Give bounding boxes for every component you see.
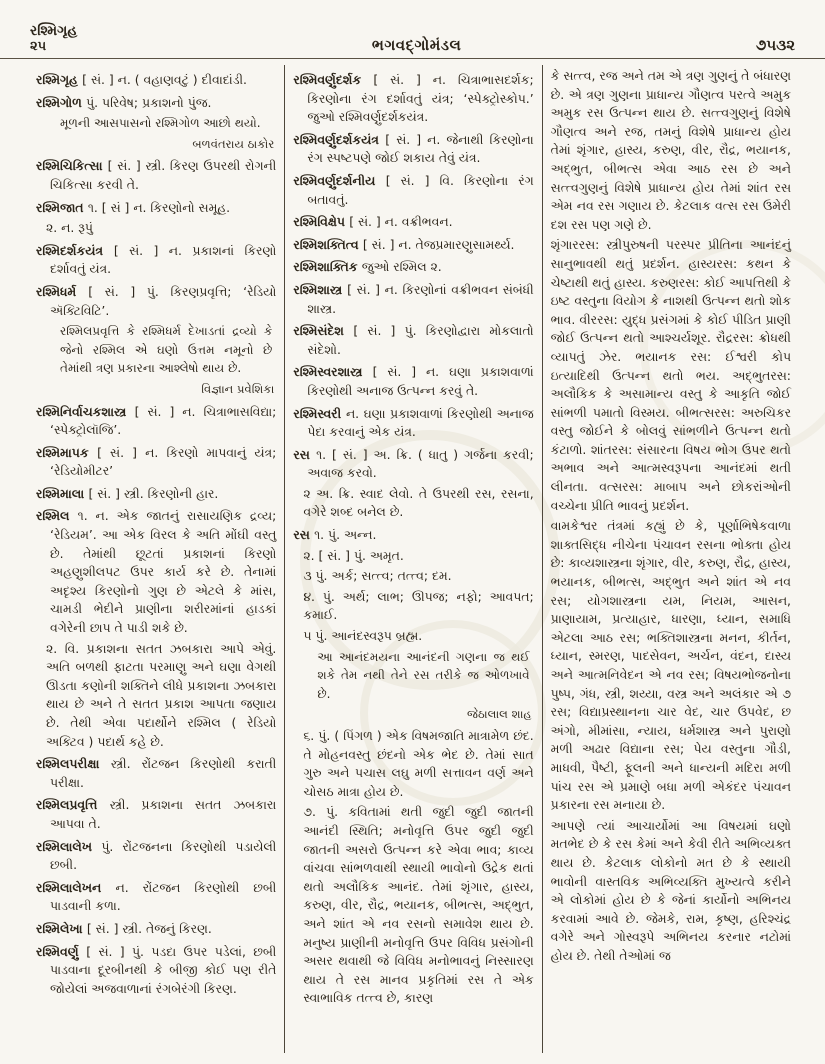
headword: રશ્મિલપરીક્ષા bbox=[36, 756, 111, 772]
headword: રશ્મિમાલા bbox=[36, 485, 89, 501]
dict-entry: રશ્મિશાસ્ત્ર [ સં. ] ન. કિરણોનાં વક્રીભવન સંબંધી શાસ્ત્ર. bbox=[293, 281, 534, 316]
headword: રશ્મિમાપક bbox=[36, 444, 98, 460]
continued-paragraph: આપણે ત્યાં આચાર્યોમાં આ વિષયમાં ઘણો મતભેદ છે કે રસ કેમાં અને કેવી રીતે અભિવ્યક્ત થાય છે. કેટલાક લોકોનો મત છે કે સ્થાયી ભાવોની વાસ્તવિક અભિવ્યક્તિ મુખ્યત્વે કરીને એ લોકોમાં હોય છે કે જેનાં કાર્યોનો અભિનય કરવામાં આવે છે. જેમકે, રામ, કૃષ્ણ, હરિશ્ચંદ્ર વગેરે અને ગોસ્વરૂપે અભિનય કરનાર નટોમાં હોય છે. તેથી તેઓમાં જ bbox=[550, 817, 791, 963]
headword: રશ્મિચિકિત્સા bbox=[36, 158, 108, 174]
dict-entry: રસ ૧. પું. અન્ન. bbox=[293, 527, 377, 543]
headword: રશ્મિવર્ણુદર્શનીય bbox=[293, 172, 386, 188]
continued-paragraph: શૃંગારરસ: સ્ત્રીપુરુષની પરસ્પર પ્રીતિના આનંદનું સાનુભાવથી થતું પ્રદર્શન. હાસ્યરસ: કથન કે ચેષ્ટાથી થતું હાસ્ય. કરુણરસ: કોઈ આપત્તિથી કે ઇષ્ટ વસ્તુના વિયોગ કે નાશથી ઉત્પન્ન થતો શોક ભાવ. વીરરસ: યુદ્ધ પ્રસંગમાં કે કોઈ પીડિત પ્રાણી જોઈ ઉત્પન્ન થતો આશ્ચર્યશૂર. રૌદ્રરસ: ક્રોધથી વ્યાપતું ઝેર. ભયાનક રસ: ઈશ્વરી કોપ ઇત્યાદિથી ઉત્પન્ન થતો ભય. અદ્ભુતરસ: અલૌકિક કે અસામાન્ય વસ્તુ કે આકૃતિ જોઈ સાંભળી પમાતો વિસ્મય. બીભત્સરસ: અરુચિકર વસ્તુ જોઈને કે બોલવું સાંભળીને ઉત્પન્ન થતો કંટાળો. શાંતરસ: સંસારના વિષય ભોગ ઉપર થતો અભાવ અને આત્મસ્વરૂપના આનંદમાં થતી લીનતા. વત્સરસ: માબાપ અને છોકરાંઓની વચ્ચેના પ્રીતિ ભાવનું પ્રદર્શન. bbox=[550, 237, 791, 513]
dict-entry: રશ્મિગૃહ [ સં. ] ન. ( વહાણવટું ) દીવાદાંડી. bbox=[36, 72, 247, 87]
dict-entry: રસ ૧. [ સં. ] અ. ક્રિ. ( ધાતુ ) ગર્જના કરવી; અવાજ કરવો. bbox=[293, 446, 534, 481]
dict-entry: રશ્મિશક્તિત્વ [ સં. ] ન. તેજપ્રમારણુસામર્થ્ય. bbox=[293, 236, 515, 252]
headword: રસ bbox=[293, 446, 317, 462]
headword: રશ્મિલાલેખ bbox=[36, 838, 102, 854]
dict-entry: રશ્મિદર્શકયંત્ર [ સં. ] ન. પ્રકાશનાં કિરણો દર્શાવતું યંત્ર. bbox=[36, 242, 277, 277]
dict-entry: રશ્મિગોળ પું. પરિવેષ; પ્રકાશનો પુંજ. bbox=[36, 94, 212, 110]
dict-entry: રશ્મિલપરીક્ષા સ્ત્રી. રોંટજન કિરણોથી કરાતી પરીક્ષા. bbox=[36, 756, 277, 790]
dict-entry: રશ્મિવર્ણુદર્શકયંત્ર [ સં. ] ન. જેનાથી કિરણોના રંગ સ્પષ્ટપણે જોઈ શકાય તેવું યંત્ર. bbox=[293, 131, 534, 166]
dict-entry: રશ્મિનિર્વાચકશાસ્ત્ર [ સં. ] ન. ચિત્રાભાસવિદ્યા; ‘સ્પેક્ટ્રોલૉજિ’. bbox=[36, 403, 277, 438]
continued-paragraph: કે સત્ત્વ, રજ અને તમ એ ત્રણ ગુણનું તે બંધારણ છે. એ ત્રણ ગુણના પ્રાધાન્ય ગૌણત્વ પરત્વે અમુક અમુક રસ ઉત્પન્ન થાય છે. સત્ત્વગુણનું વિશેષે ગૌણત્વ અને રજ, તમનું વિશેષે પ્રાધાન્ય હોય તેમાં શૃંગાર, હાસ્ય, કરુણ, વીર, રૌદ્ર, ભયાનક, અદ્ભુત, બીભત્સ એવા આઠ રસ છે અને સત્ત્વગુણનું વિશેષે પ્રાધાન્ય હોય તેમાં શાંત રસ એમ નવ રસ ગણાય છે. કેટલાક વત્સ રસ ઉમેરી દશ રસ પણ ગણે છે. bbox=[550, 68, 791, 232]
dict-entry: રશ્મિજાત ૧. [ સં ] ન. કિરણોનો સમૂહ. bbox=[36, 199, 231, 215]
dict-entry: રશ્મિશાક્તિક જુઓ રશ્મિલ ૨. bbox=[293, 259, 442, 275]
dict-entry: રશ્મિલેખા [ સં. ] સ્ત્રી. તેજનું કિરણ. bbox=[36, 920, 212, 936]
dict-entry: રશ્મિચિકિત્સા [ સં. ] સ્ત્રી. કિરણ ઉપરથી રોગની ચિકિત્સા કરવી તે. bbox=[36, 158, 277, 192]
headword: રશ્મિવર્ણુદર્શક bbox=[293, 72, 374, 87]
sense-continuation: ૫ પું. આનંદસ્વરૂપ બ્રહ્મ. bbox=[303, 628, 423, 644]
column-3 bbox=[542, 65, 799, 1053]
dict-entry: રશ્મિલાલેખ પું. રોંટજનના કિરણોથી પડાયેલી છબી. bbox=[36, 838, 277, 873]
sense-continuation: ૨. [ સં. ] પું. અમૃત. bbox=[303, 547, 404, 563]
page-header bbox=[0, 0, 825, 59]
headword: રશ્મિદર્શકયંત્ર bbox=[36, 242, 114, 258]
headword: રશ્મિશક્તિત્વ bbox=[293, 236, 363, 252]
text-columns bbox=[0, 59, 825, 1053]
sense-continuation: ૭. પું. કવિતામાં થતી જુદી જુદી જાતની આનંદી સ્થિતિ; મનોવૃત્તિ ઉપર જુદી જુદી જાતની અસરો ઉત્પન્ન કરે એવા ભાવ; કાવ્ય વાંચવા સાંભળવાથી સ્થાયી ભાવોનો ઉદ્રેક થતાં થતો અલૌકિક આનંદ. તેમાં શૃંગાર, હાસ્ય, કરુણ, વીર, રૌદ્ર, ભયાનક, બીભત્સ, અદ્ભુત, અને શાંત એ નવ રસનો સમાવેશ થાય છે. મનુષ્ય પ્રાણીની મનોવૃત્તિ ઉપર વિવિધ પ્રસંગોની અસર થવાથી જે વિવિધ મનોભાવનું નિસ્સારણ થાય તે રસ માનવ પ્રકૃતિમાં રસ તે એક સ્વાભાવિક તત્ત્વ છે, કારણ bbox=[303, 804, 534, 1006]
dict-entry: રશ્મિવિક્ષેપ [ સં. ] ન. વક્રીભવન. bbox=[293, 214, 453, 230]
attribution: બળવંતરાય ઠાકોર bbox=[192, 136, 275, 151]
sense-continuation: ૨. ન. રૂપું bbox=[46, 220, 93, 236]
dict-entry: રશ્મિસ્વરશાસ્ત્ર [ સં. ] ન. ઘણા પ્રકાશવાળાં કિરણોથી અનાજ ઉત્પન્ન કરવું તે. bbox=[293, 364, 534, 398]
headword: રશ્મિવર્ણુદર્શકયંત્ર bbox=[293, 131, 386, 147]
dict-entry: રશ્મિવર્ણુદર્શક [ સં. ] ન. ચિત્રાભાસદર્શક; કિરણોના રંગ દર્શાવતું યંત્ર; ‘સ્પેક્ટ્રોસ્કોપ.’ જુઓ રશ્મિવર્ણુદર્શકયંત્ર. bbox=[293, 72, 534, 125]
book-title: ભગવદ્ગોમંડલ bbox=[371, 36, 462, 54]
headword: રશ્મિસ્વરશાસ્ત્ર bbox=[293, 364, 373, 380]
headword: રશ્મિશાસ્ત્ર bbox=[293, 281, 348, 297]
dict-entry: રશ્મિલાલેખન ન. રોંટજન કિરણોથી છબી પાડવાની કળા. bbox=[36, 879, 277, 914]
quotation: મૂળની આસપાસનો રશ્મિગોળ આછો થયો. bbox=[60, 116, 261, 131]
column-1 bbox=[28, 65, 284, 1053]
attribution: જેઠાલાલ શાહ bbox=[467, 707, 532, 722]
headword: રસ bbox=[293, 527, 315, 543]
sense-continuation: ૬. પું. ( પિંગળ ) એક વિષમજાતિ માત્રામેળ છંદ. તે મોહનવસ્તુ છંદનો એક ભેદ છે. તેમાં સાત ગુરુ અને પચાસ લઘુ મળી સત્તાવન વર્ણ અને ચોસઠ માત્રા હોય છે. bbox=[303, 728, 534, 799]
dict-entry: રશ્મિસ્વરી ન. ઘણા પ્રકાશવાળાં કિરણોથી અનાજ પેદા કરવાનું એક યંત્ર. bbox=[293, 405, 534, 440]
headword: રશ્મિધર્મ bbox=[36, 283, 89, 299]
headword: રશ્મિસ્વરી bbox=[293, 405, 346, 421]
sense-continuation: ૩ પું. અર્ક; સત્ત્વ; તત્ત્વ; દમ. bbox=[303, 568, 452, 584]
headword: રશ્મિનિર્વાચકશાસ્ત્ર bbox=[36, 403, 135, 419]
headword: રશ્મિલેખા bbox=[36, 920, 87, 936]
continued-paragraph: વામકેશ્વર તંત્રમાં કહ્યું છે કે, પૂર્ણાભિષેકવાળા શાક્તસિદ્ધ નીચેના પંચાવન રસના ભોક્તા હોય છે: કાવ્યશાસ્ત્રના શૃંગાર, વીર, કરુણ, રૌદ્ર, હાસ્ય, ભયાનક, બીભત્સ, અદ્ભુત અને શાંત એ નવ રસ; યોગશાસ્ત્રના યમ, નિયમ, આસન, પ્રાણાયામ, પ્રત્યાહાર, ધારણા, ધ્યાન, સમાધિ એટલા આઠ રસ; ભક્તિશાસ્ત્રના મનન, કીર્તન, ધ્યાન, સ્મરણ, પાદસેવન, અર્ચન, વંદન, દાસ્ય અને આત્મનિવેદન એ નવ રસ; વિષયભોજનોના પુષ્પ, ગંધ, સ્ત્રી, શય્યા, વસ્ત્ર અને અલંકાર એ ૭ રસ; વિદ્યાપ્રસ્થાનના ચાર વેદ, ચાર ઉપવેદ, છ અંગો, મીમાંસા, ન્યાય, ધર્મશાસ્ત્ર અને પુરાણો મળી અઢાર વિદ્યાના રસ; પેય વસ્તુના ગૌડી, માધવી, પૈષ્ટી, ફૂલની અને ધાન્યની મદિરા મળી પાંચ રસ એ પ્રમાણે બધા મળી એકંદર પંચાવન પ્રકારના રસ મનાયા છે. bbox=[550, 518, 791, 813]
headword: રશ્મિલપ્રવૃત્તિ bbox=[36, 797, 110, 813]
headword: રશ્મિશાક્તિક bbox=[293, 259, 362, 275]
headword: રશ્મિગૃહ bbox=[36, 72, 83, 87]
quotation: આ આનંદમયના આનંદની ગણના જ થઈ શકે તેમ નથી તેને રસ તરીકે જ ઓળખાવે છે. bbox=[317, 649, 530, 701]
headword: રશ્મિગોળ bbox=[36, 94, 87, 110]
page-number: ૭૫૩૨ bbox=[755, 36, 795, 54]
dict-entry: રશ્મિલપ્રવૃત્તિ સ્ત્રી. પ્રકાશના સતત ઝબકારા આપવા તે. bbox=[36, 797, 277, 831]
sense-continuation: ૪. પું. અર્થ; લાભ; ઊપજ; નફો; આવપત; કમાઈ. bbox=[303, 588, 534, 623]
headword: રશ્મિલ bbox=[36, 508, 78, 524]
dict-entry: રશ્મિવર્ણુ [ સં. ] પું. પડદા ઉપર પડેલાં, છબી પાડવાના દૂરબીનથી કે બીજી કોઈ પણ રીતે જોયેલાં અજવાળાનાં રંગબેરંગી કિરણ. bbox=[36, 943, 277, 996]
sense-continuation: ૨ અ. ક્રિ. સ્વાદ લેવો. તે ઉપરથી રસ, રસના, વગેરે શબ્દ બનેલ છે. bbox=[303, 485, 534, 520]
catchword: રશ્મિગૃહ bbox=[30, 23, 78, 40]
sense-continuation: ૨. વિ. પ્રકાશના સતત ઝબકારા આપે એવું. અતિ બળથી ફાટતા પરમાણુ અને ઘણા વેગથી ઊડતા કણોની શક્તિને લીધે પ્રકાશના ઝબકારા થાય છે અને તે સતત પ્રકાશ આપતા જણાય છે. તેથી એવા પદાર્થોને રશ્મિલ ( રેડિયો અક્ટિવ ) પદાર્થ કહે છે. bbox=[46, 640, 277, 749]
headword: રશ્મિસંદેશ bbox=[293, 323, 354, 339]
dict-entry: રશ્મિધર્મ [ સં. ] પું. કિરણપ્રવૃત્તિ; ‘રેડિયો ઍક્ટિવિટિ’. bbox=[36, 283, 277, 318]
headword: રશ્મિજાત bbox=[36, 199, 88, 215]
dict-entry: રશ્મિલ ૧. ન. એક જાતનું રાસાયણિક દ્રવ્ય; ‘રેડિયમ’. આ એક વિરલ કે અતિ મોંઘી વસ્તુ છે. તેમાંથી છૂટતાં પ્રકાશનાં કિરણો અહણુશીલપટ ઉપર કાર્ય કરે છે. તેનામાં અદૃશ્ય કિરણોનો ગુણ છે એટલે કે માંસ, ચામડી ભેદીને પ્રાણીના શરીરમાંનાં હાડકાં વગેરેની છાપ તે પાડી શકે છે. bbox=[36, 508, 277, 636]
headword: રશ્મિલાલેખન bbox=[36, 879, 116, 895]
headword: રશ્મિવિક્ષેપ bbox=[293, 214, 350, 230]
quotation: રશ્મિલપ્રવૃત્તિ કે રશ્મિધર્મ દેખાડતાં દ્રવ્યો કે જેનો રશ્મિલ એ ઘણો ઉત્તમ નમૂનો છે તેમાંથી ત્રણ પ્રકારના આશ્લેષો થાય છે. bbox=[60, 324, 273, 376]
dict-entry: રશ્મિવર્ણુદર્શનીય [ સં. ] વિ. કિરણોના રંગ બતાવતું. bbox=[293, 172, 534, 207]
column-2 bbox=[284, 65, 541, 1053]
dict-entry: રશ્મિમાલા [ સં. ] સ્ત્રી. કિરણોની હાર. bbox=[36, 485, 219, 501]
dict-entry: રશ્મિસંદેશ [ સં. ] પું. કિરણોદ્વારા મોકલાતો સંદેશો. bbox=[293, 323, 534, 357]
catchword-block bbox=[30, 24, 77, 54]
attribution: વિજ્ઞાન પ્રવેશિકા bbox=[201, 381, 275, 396]
catchword-sub-number: ૨૫ bbox=[30, 38, 47, 54]
headword: રશ્મિવર્ણુ bbox=[36, 943, 87, 959]
dict-entry: રશ્મિમાપક [ સં. ] ન. કિરણો માપવાનું યંત્ર; ‘રેડિયોમીટર’ bbox=[36, 444, 277, 479]
